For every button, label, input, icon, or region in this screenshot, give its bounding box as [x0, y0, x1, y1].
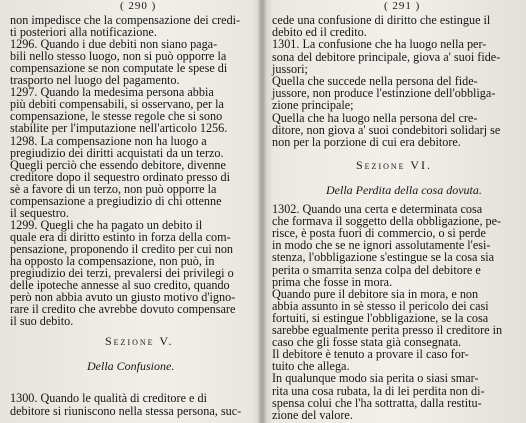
text-line: trasporto nel luogo del pagamento.: [10, 73, 180, 88]
text-line: sarebbe egualmente perita presso il creditore in: [272, 323, 503, 337]
text-line: fortuiti, si estingue l'obbligazione, se la cosa: [272, 310, 489, 325]
text-line: compensazione, le stesse regole che si sono: [10, 109, 223, 124]
text-line: in modo che se ne ignori assolutamente l'esi-: [272, 238, 491, 253]
text-line: non per la porzione di cui era debitore.: [272, 135, 461, 149]
text-line: più debiti compensabili, si osservano, per la: [10, 97, 224, 112]
text-line: ti posteriori alla notificazione.: [10, 25, 157, 40]
text-line: 1301. La confusione che ha luogo nella per-: [272, 37, 487, 52]
text-line: non impedisce che la compensazione dei credi-: [10, 13, 241, 27]
text-line: Quegli perciò che essendo debitore, divenne: [10, 157, 226, 172]
text-line: zione del valore.: [272, 407, 353, 422]
text-line: pensazione, proponendo il credito per cui non: [10, 241, 234, 256]
text-line: In qualunque modo sia perita o siasi smar-: [272, 371, 479, 386]
left-page: [0, 0, 260, 423]
text-line: 1299. Quegli che ha pagato un debito il: [10, 217, 203, 232]
text-line: 1302. Quando una certa e determinata cosa: [272, 202, 483, 216]
text-line: il suo debito.: [10, 314, 74, 329]
text-line: sona del debitore principale, giova a' suoi fide-: [272, 49, 501, 64]
section-heading-left: Sezione V.: [105, 334, 174, 348]
section-subtitle-left: Della Confusione.: [87, 359, 175, 373]
text-line: però non abbia avuto un giusto motivo d'igno-: [10, 290, 236, 305]
text-line: che formava il soggetto della obbligazione, pe-: [272, 214, 502, 229]
text-line: 1298. La compensazione non ha luogo a: [10, 133, 207, 148]
text-line: perita o smarrita senza colpa del debitore e: [272, 262, 481, 277]
text-line: jussore, non produce l'estinzione dell'obbliga-: [272, 86, 496, 101]
text-line: rita una cosa rubata, la di lei perdita non di-: [272, 383, 485, 398]
text-line: delle ipoteche annesse al suo credito, quando: [10, 278, 230, 293]
text-line: Il debitore è tenuto a provare il caso for-: [272, 347, 469, 362]
text-line: compensazione se non computate le spese di: [10, 61, 228, 76]
text-line: caso che gli fosse stata già consegnata.: [272, 335, 462, 350]
text-line: Quella che succede nella persona del fide-: [272, 74, 478, 88]
text-line: creditore dopo il sequestro ordinato presso di: [10, 169, 230, 184]
text-line: debito ed il credito.: [272, 25, 367, 40]
text-line: quale era di diritto estinto in forza della com-: [10, 229, 231, 244]
text-line: risce, è posta fuori di commercio, o si perde: [272, 226, 486, 241]
right-page: [266, 0, 526, 423]
section-subtitle-right: Della Perdita della cosa dovuta.: [326, 183, 482, 197]
text-line: pregiudizio dei terzi, prevalersi dei privilegi o: [10, 266, 234, 281]
page-number-left: ( 290 ): [120, 0, 157, 12]
text-line: cede una confusione di diritto che estingue il: [272, 13, 491, 27]
text-line: 1300. Quando le qualità di creditore e di: [10, 391, 207, 405]
text-line: debitore si riuniscono nella stessa persona, suc-: [10, 404, 242, 418]
section-heading-right: Sezione VI.: [356, 158, 432, 172]
text-line: ha opposto la compensazione, non può, in: [10, 254, 215, 268]
text-line: rare il credito che avrebbe dovuto compensare: [10, 302, 236, 317]
text-line: Quella che ha luogo nella persona del cre-: [272, 110, 478, 125]
text-line: il sequestro.: [10, 205, 69, 220]
text-line: sè a favore di un terzo, non può opporre la: [10, 181, 217, 196]
text-line: zione principale;: [272, 98, 354, 113]
text-line: ditore, non giova a' suoi condebitori solidarj se: [272, 122, 501, 137]
text-line: compensazione a pregiudizio di chi ottenne: [10, 193, 222, 208]
text-line: pregiudizio dei diritti acquistati da un terzo.: [10, 145, 224, 160]
text-line: Quando pure il debitore sia in mora, e non: [272, 286, 479, 301]
text-line: tuito che allega.: [272, 359, 350, 374]
text-line: jussori;: [272, 61, 308, 76]
text-line: abbia assunto in sè stesso il pericolo dei casi: [272, 298, 489, 313]
page-number-right: ( 291 ): [384, 0, 421, 12]
text-line: spensa colui che l'ha sottratta, dalla restitu-: [272, 395, 482, 410]
text-line: 1297. Quando la medesima persona abbia: [10, 85, 214, 100]
text-line: stenza, l'obbligazione s'estingue se la cosa sia: [272, 250, 495, 265]
text-line: bili nello stesso luogo, non si può opporre la: [10, 49, 227, 64]
text-line: 1296. Quando i due debiti non siano paga-: [10, 37, 218, 52]
text-line: stabilite per l'imputazione nell'articolo 1256.: [10, 121, 228, 136]
text-line: prima che fosse in mora.: [272, 274, 393, 289]
